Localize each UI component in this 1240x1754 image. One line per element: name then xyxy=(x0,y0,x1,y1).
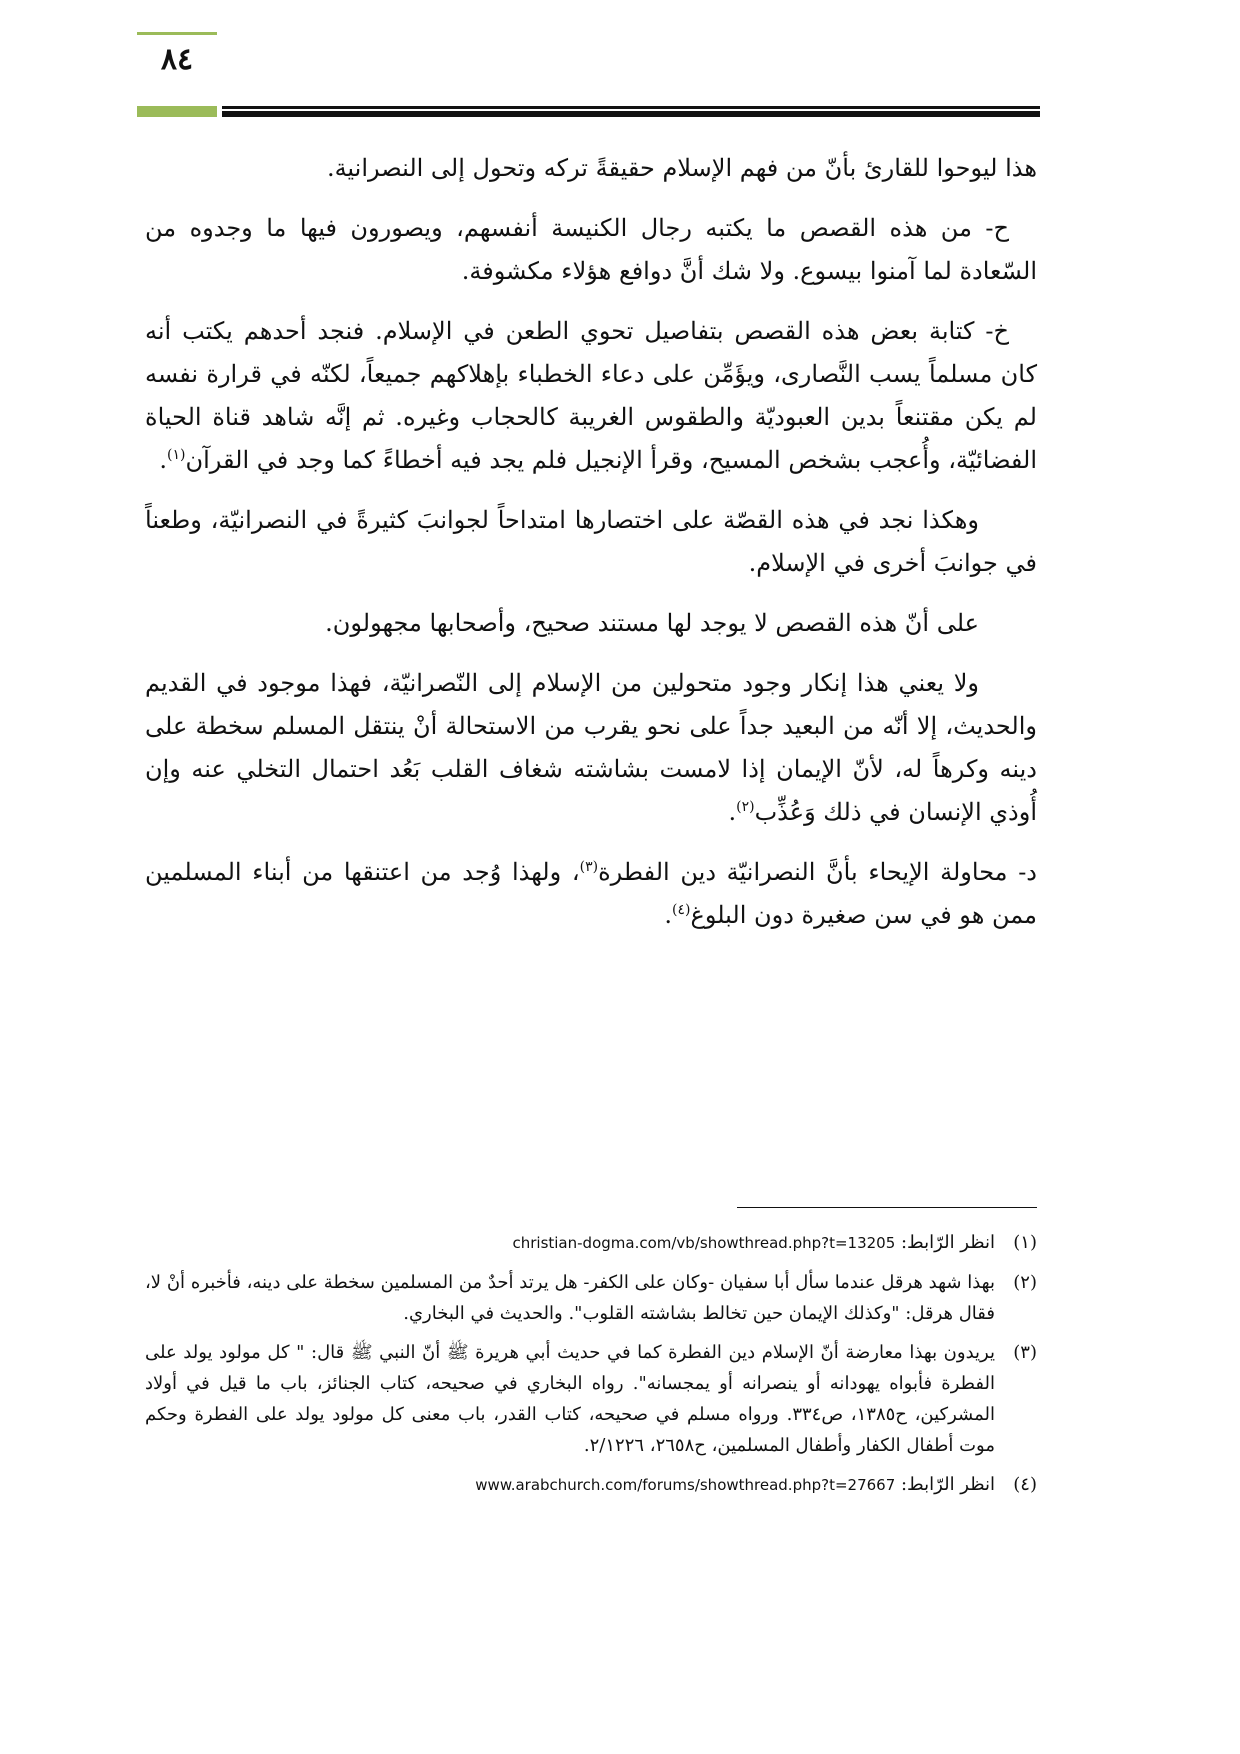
footnote-3: (٣) يريدون بهذا معارضة أنّ الإسلام دين الفطرة كما في حديث أبي هريرة ﷺ أنّ النبي ﷺ قال: " كل مولود يولد على الفطرة فأبواه يهودانه أو ينصرانه أو يمجسانه". رواه البخاري في صحيحه، كتاب الجنائز، باب ما قيل في أولاد المشركين، ح١٣٨٥، ص٣٣٤. ورواه مسلم في صحيحه، كتاب القدر، باب معنى كل مولود يولد على الفطرة وحكم موت أطفال الكفار وأطفال المسلمين، ح٢٦٥٨، ٢/١٢٢٦. xyxy=(145,1337,1037,1461)
footnote-number: (١) xyxy=(1013,1232,1037,1253)
header-green-rule xyxy=(137,106,217,117)
footnote-number: (٤) xyxy=(1013,1474,1037,1495)
footnote-4: (٤) انظر الرّابط: www.arabchurch.com/forums/showthread.php?t=27667 xyxy=(145,1469,1037,1501)
footnote-link[interactable]: christian-dogma.com/vb/showthread.php?t=13205 xyxy=(512,1234,896,1252)
footnote-ref-3[interactable]: (٣) xyxy=(579,859,599,875)
footnote-2: (٢) بهذا شهد هرقل عندما سأل أبا سفيان -وكان على الكفر- هل يرتد أحدٌ من المسلمين سخطة على دينه، فأخبره أنْ لا، فقال هرقل: "وكذلك الإيمان حين تخالط بشاشته القلوب". والحديث في البخاري. xyxy=(145,1267,1037,1329)
main-text xyxy=(145,147,1037,954)
header-thin-rule xyxy=(222,106,1040,109)
footnote-number: (٣) xyxy=(1013,1342,1037,1363)
paragraph-4: وهكذا نجد في هذه القصّة على اختصارها امتداحاً لجوانبَ كثيرةً في النصرانيّة، وطعناً في جوانبَ أخرى في الإسلام. xyxy=(145,506,1037,577)
header-top-accent-line xyxy=(137,32,217,35)
footnote-separator xyxy=(737,1207,1037,1208)
page-number: ٨٤ xyxy=(160,42,194,77)
paragraph-7: د- محاولة الإيحاء بأنَّ النصرانيّة دين الفطرة$^{(٣)}$، ولهذا وُجد من اعتنقها من أبناء المسلمين ممن هو في سن صغيرة دون البلوغ$^{(٤)}$. xyxy=(145,858,1037,929)
header-thick-rule xyxy=(222,111,1040,117)
footnotes xyxy=(145,1227,1037,1509)
paragraph-3: خ- كتابة بعض هذه القصص بتفاصيل تحوي الطعن في الإسلام. فنجد أحدهم يكتب أنه كان مسلماً يسب النَّصارى، ويؤَمِّن على دعاء الخطباء بإهلاكهم جميعاً، لكنّه في قرارة نفسه لم يكن مقتنعاً بدين العبوديّة والطقوس الغريبة كالحجاب وغيره. ثم إنَّه شاهد قناة الحياة الفضائيّة، وأُعجب بشخص المسيح، وقرأ الإنجيل فلم يجد فيه أخطاءً كما وجد في القرآن$^{(١)}$. xyxy=(145,317,1038,474)
footnote-number: (٢) xyxy=(1013,1272,1037,1293)
paragraph-6: ولا يعني هذا إنكار وجود متحولين من الإسلام إلى النّصرانيّة، فهذا موجود في القديم والحديث، إلا أنّه من البعيد جداً على نحو يقرب من الاستحالة أنْ ينتقل المسلم سخطة على دينه وكرهاً له، لأنّ الإيمان إذا لامست بشاشته شغاف القلب بَعُد احتمال التخلي عنه وإن أُوذي الإنسان في ذلك وَعُذِّب$^{(٢)}$. xyxy=(145,669,1037,826)
footnote-link[interactable]: www.arabchurch.com/forums/showthread.php?t=27667 xyxy=(475,1476,896,1494)
footnote-1: (١) انظر الرّابط: christian-dogma.com/vb/showthread.php?t=13205 xyxy=(145,1227,1037,1259)
footnote-ref-1[interactable]: (١) xyxy=(166,447,186,463)
footnote-ref-4[interactable]: (٤) xyxy=(672,902,691,918)
footnote-ref-2[interactable]: (٢) xyxy=(736,799,755,815)
paragraph-2: ح- من هذه القصص ما يكتبه رجال الكنيسة أنفسهم، ويصورون فيها ما وجدوه من السّعادة لما آمنوا بيسوع. ولا شك أنَّ دوافع هؤلاء مكشوفة. xyxy=(145,214,1037,285)
paragraph-1: هذا ليوحوا للقارئ بأنّ من فهم الإسلام حقيقةً تركه وتحول إلى النصرانية. xyxy=(326,154,1037,182)
paragraph-5: على أنّ هذه القصص لا يوجد لها مستند صحيح، وأصحابها مجهولون. xyxy=(325,609,979,637)
